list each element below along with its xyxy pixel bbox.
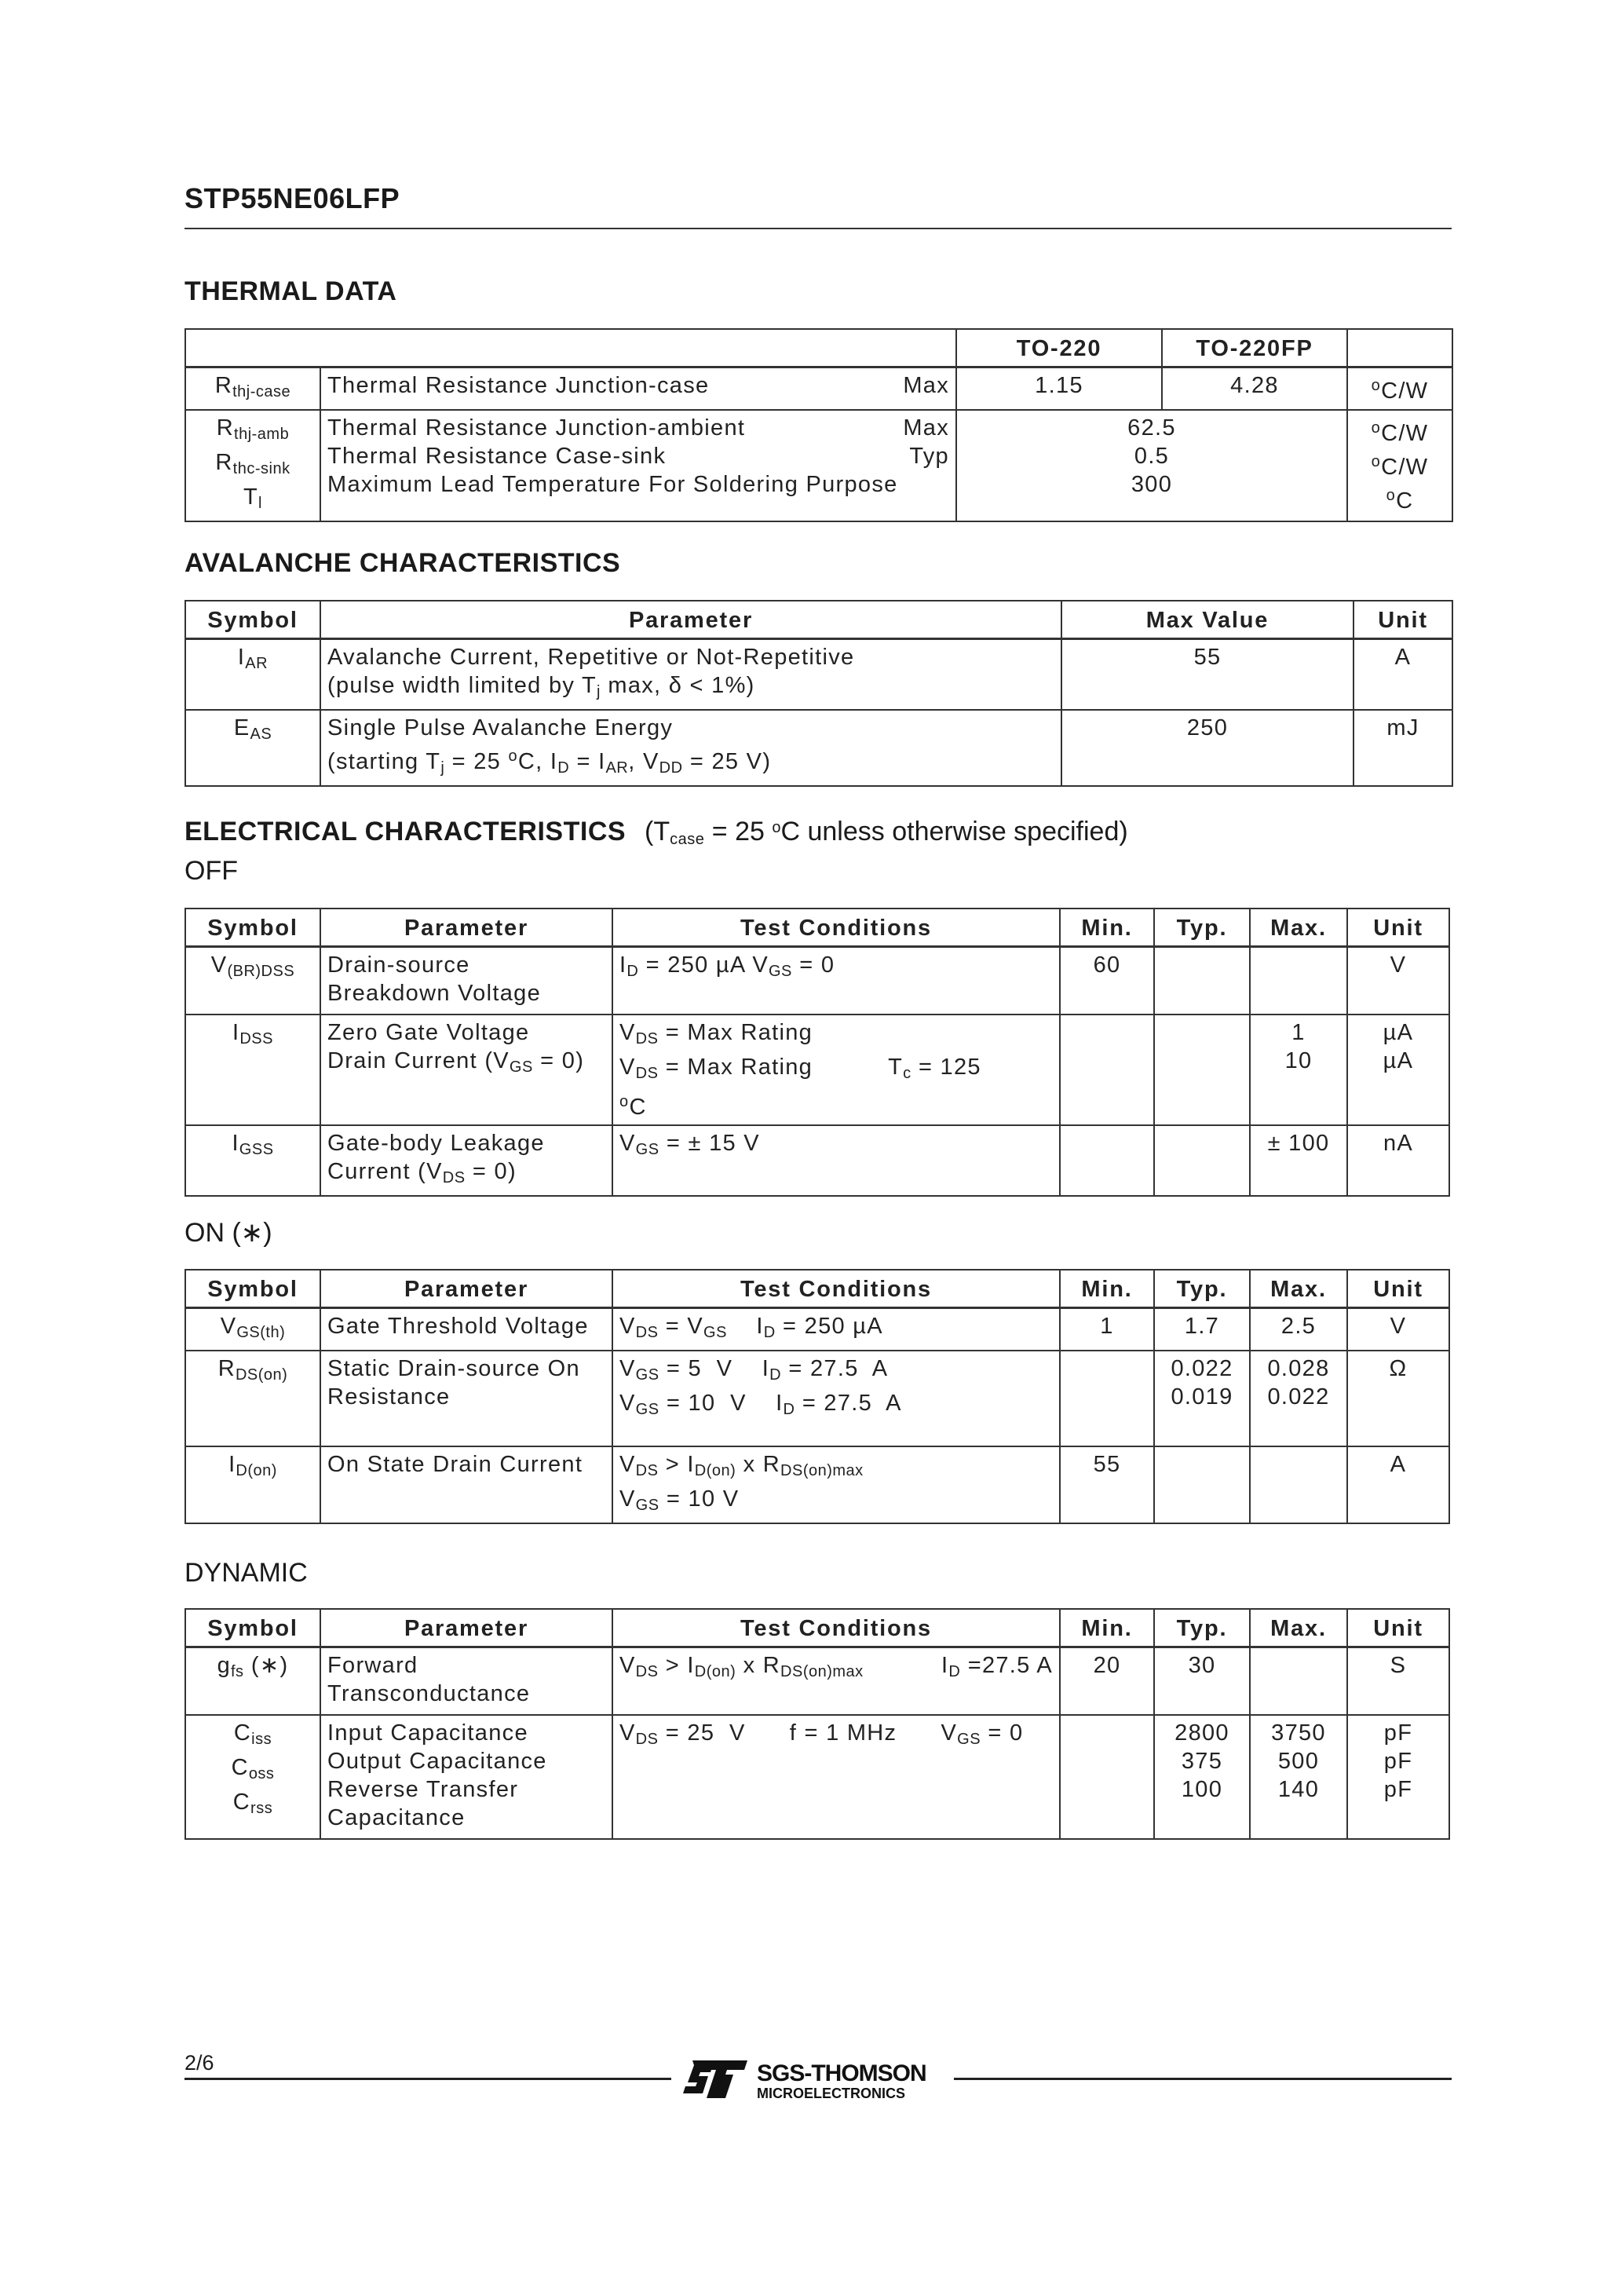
on-row-rdson bbox=[185, 1351, 1449, 1446]
param-iar: Avalanche Current, Repetitive or Not-Repetitive (pulse width limited by $T_j$ max, δ < 1%) bbox=[320, 639, 1061, 711]
dynamic-col-min: Min. bbox=[1060, 1609, 1154, 1647]
test-igss: $V_{GS}$ = ± 15 V bbox=[612, 1125, 1060, 1196]
min-vbrdss: 60 bbox=[1060, 947, 1154, 1015]
unit-capacitance: pF pF pF bbox=[1347, 1715, 1449, 1839]
params-group: Thermal Resistance Junction-ambient Max Thermal Resistance Case-sink Typ Maximum Lead Temperature For Soldering Purpose bbox=[320, 410, 956, 521]
param-igss: Gate-body Leakage Current $(V_{DS} = 0)$ bbox=[320, 1125, 612, 1196]
symbols-group: $R_{thj-amb}$ $R_{thc-sink}$ $T_l$ bbox=[185, 410, 320, 521]
off-col-unit: Unit bbox=[1347, 909, 1449, 947]
param-rdson: Static Drain-source On Resistance bbox=[320, 1351, 612, 1446]
dynamic-col-typ: Typ. bbox=[1154, 1609, 1250, 1647]
avalanche-heading: AVALANCHE CHARACTERISTICS bbox=[184, 548, 621, 578]
symbol-iar: $I_{AR}$ bbox=[185, 639, 320, 711]
param-rthj-case: Thermal Resistance Junction-case Max bbox=[320, 367, 956, 411]
symbol-vbrdss: $V_{(BR)DSS}$ bbox=[185, 947, 320, 1015]
unit-eas: mJ bbox=[1353, 710, 1452, 786]
test-gfs: $V_{DS} > I_{D(on)}$ x $R_{DS(on)max}$ $I_D =27.5$ A bbox=[612, 1647, 1060, 1715]
symbol-rdson: $R_{DS(on)}$ bbox=[185, 1351, 320, 1446]
typ-gfs: 30 bbox=[1154, 1647, 1250, 1715]
part-number-title: STP55NE06LFP bbox=[184, 182, 400, 214]
typ-idss bbox=[1154, 1015, 1250, 1125]
page-number: 2/6 bbox=[184, 2051, 214, 2075]
min-capacitance bbox=[1060, 1715, 1154, 1839]
unit-idon: A bbox=[1347, 1446, 1449, 1523]
max-igss: ± 100 bbox=[1250, 1125, 1347, 1196]
dynamic-heading: DYNAMIC bbox=[184, 1558, 308, 1588]
param-capacitance: Input Capacitance Output Capacitance Reverse Transfer Capacitance bbox=[320, 1715, 612, 1839]
min-rdson bbox=[1060, 1351, 1154, 1446]
on-col-test: Test Conditions bbox=[612, 1270, 1060, 1308]
on-row-vgsth bbox=[185, 1308, 1449, 1351]
test-rdson: $V_{GS} = 5$ V $I_D = 27.5$ A $V_{GS} = 10$ V $I_D = 27.5$ A bbox=[612, 1351, 1060, 1446]
brand-logo bbox=[681, 2059, 948, 2103]
symbol-igss: $I_{GSS}$ bbox=[185, 1125, 320, 1196]
brand-subtitle: MICROELECTRONICS bbox=[757, 2086, 905, 2101]
symbol-capacitance: $C_{iss}$ $C_{oss}$ $C_{rss}$ bbox=[185, 1715, 320, 1839]
typ-rdson: 0.022 0.019 bbox=[1154, 1351, 1250, 1446]
on-heading: ON (∗) bbox=[184, 1218, 272, 1248]
thermal-header-blank bbox=[185, 329, 956, 367]
test-vbrdss: $I_D = 250$ µA $V_{GS} = 0$ bbox=[612, 947, 1060, 1015]
max-capacitance: 3750 500 140 bbox=[1250, 1715, 1347, 1839]
min-idss bbox=[1060, 1015, 1154, 1125]
param-idon: On State Drain Current bbox=[320, 1446, 612, 1523]
test-capacitance: $V_{DS} = 25$ V f = 1 MHz $V_{GS} = 0$ bbox=[612, 1715, 1060, 1839]
off-row-vbrdss bbox=[185, 947, 1449, 1015]
off-heading: OFF bbox=[184, 856, 238, 886]
footer-rule-right bbox=[954, 2078, 1452, 2080]
off-table bbox=[184, 908, 1450, 1197]
dynamic-col-test: Test Conditions bbox=[612, 1609, 1060, 1647]
dynamic-col-unit: Unit bbox=[1347, 1609, 1449, 1647]
unit-iar: A bbox=[1353, 639, 1452, 711]
avalanche-col-parameter: Parameter bbox=[320, 601, 1061, 639]
off-row-idss bbox=[185, 1015, 1449, 1125]
typ-vgsth: 1.7 bbox=[1154, 1308, 1250, 1351]
max-gfs bbox=[1250, 1647, 1347, 1715]
off-col-typ: Typ. bbox=[1154, 909, 1250, 947]
value-iar: 55 bbox=[1061, 639, 1353, 711]
min-igss bbox=[1060, 1125, 1154, 1196]
off-col-symbol: Symbol bbox=[185, 909, 320, 947]
avalanche-header-row bbox=[185, 601, 1452, 639]
unit-idss: µA µA bbox=[1347, 1015, 1449, 1125]
value-eas: 250 bbox=[1061, 710, 1353, 786]
min-gfs: 20 bbox=[1060, 1647, 1154, 1715]
col-to220fp: TO-220FP bbox=[1162, 329, 1347, 367]
param-vgsth: Gate Threshold Voltage bbox=[320, 1308, 612, 1351]
thermal-header-row bbox=[185, 329, 1452, 367]
symbol-idss: $I_{DSS}$ bbox=[185, 1015, 320, 1125]
unit-vgsth: V bbox=[1347, 1308, 1449, 1351]
param-eas: Single Pulse Avalanche Energy (starting $T_j = 25$ $^o$C, $I_D = I_{AR}$, $V_{DD} = 25$ V) bbox=[320, 710, 1061, 786]
dynamic-header-row bbox=[185, 1609, 1449, 1647]
test-idon: $V_{DS} > I_{D(on)}$ x $R_{DS(on)max}$ $V_{GS} = 10$ V bbox=[612, 1446, 1060, 1523]
typ-capacitance: 2800 375 100 bbox=[1154, 1715, 1250, 1839]
header-divider bbox=[184, 228, 1452, 229]
col-to220: TO-220 bbox=[956, 329, 1162, 367]
param-gfs: Forward Transconductance bbox=[320, 1647, 612, 1715]
typ-vbrdss bbox=[1154, 947, 1250, 1015]
dynamic-col-symbol: Symbol bbox=[185, 1609, 320, 1647]
off-col-min: Min. bbox=[1060, 909, 1154, 947]
max-idon bbox=[1250, 1446, 1347, 1523]
max-idss: 1 10 bbox=[1250, 1015, 1347, 1125]
dynamic-row-capacitance bbox=[185, 1715, 1449, 1839]
avalanche-row-iar bbox=[185, 639, 1452, 711]
on-col-parameter: Parameter bbox=[320, 1270, 612, 1308]
thermal-data-table bbox=[184, 328, 1453, 522]
dynamic-row-gfs bbox=[185, 1647, 1449, 1715]
footer-rule-left bbox=[184, 2078, 671, 2080]
max-rdson: 0.028 0.022 bbox=[1250, 1351, 1347, 1446]
symbol-idon: $I_{D(on)}$ bbox=[185, 1446, 320, 1523]
avalanche-col-max-value: Max Value bbox=[1061, 601, 1353, 639]
off-header-row bbox=[185, 909, 1449, 947]
thermal-data-heading: THERMAL DATA bbox=[184, 276, 397, 306]
dynamic-col-max: Max. bbox=[1250, 1609, 1347, 1647]
electrical-heading: ELECTRICAL CHARACTERISTICS ($T_{case} = 25$ $^o$C unless otherwise specified) bbox=[184, 817, 1128, 848]
on-col-max: Max. bbox=[1250, 1270, 1347, 1308]
on-col-unit: Unit bbox=[1347, 1270, 1449, 1308]
avalanche-col-symbol: Symbol bbox=[185, 601, 320, 639]
avalanche-col-unit: Unit bbox=[1353, 601, 1452, 639]
st-logo-icon bbox=[681, 2059, 749, 2100]
on-col-symbol: Symbol bbox=[185, 1270, 320, 1308]
avalanche-table bbox=[184, 600, 1453, 787]
value-to220-rthj-case: 1.15 bbox=[956, 367, 1162, 411]
test-vgsth: $V_{DS} = V_{GS}$ $I_D = 250$ µA bbox=[612, 1308, 1060, 1351]
unit-igss: nA bbox=[1347, 1125, 1449, 1196]
dynamic-table bbox=[184, 1608, 1450, 1840]
param-vbrdss: Drain-source Breakdown Voltage bbox=[320, 947, 612, 1015]
min-idon: 55 bbox=[1060, 1446, 1154, 1523]
off-row-igss bbox=[185, 1125, 1449, 1196]
on-col-typ: Typ. bbox=[1154, 1270, 1250, 1308]
max-vgsth: 2.5 bbox=[1250, 1308, 1347, 1351]
off-col-max: Max. bbox=[1250, 909, 1347, 947]
param-idss: Zero Gate Voltage Drain Current $(V_{GS} = 0)$ bbox=[320, 1015, 612, 1125]
on-header-row bbox=[185, 1270, 1449, 1308]
value-to220fp-rthj-case: 4.28 bbox=[1162, 367, 1347, 411]
unit-vbrdss: V bbox=[1347, 947, 1449, 1015]
col-unit-blank bbox=[1347, 329, 1452, 367]
max-vbrdss bbox=[1250, 947, 1347, 1015]
on-row-idon bbox=[185, 1446, 1449, 1523]
electrical-condition: ($T_{case} = 25$ $^o$C unless otherwise specified) bbox=[645, 817, 1128, 848]
on-col-min: Min. bbox=[1060, 1270, 1154, 1308]
units-group: $^o$C/W $^o$C/W $^o$C bbox=[1347, 410, 1452, 521]
unit-rdson: Ω bbox=[1347, 1351, 1449, 1446]
dynamic-col-parameter: Parameter bbox=[320, 1609, 612, 1647]
on-table bbox=[184, 1269, 1450, 1524]
unit-gfs: S bbox=[1347, 1647, 1449, 1715]
unit-rthj-case: $^o$C/W bbox=[1347, 367, 1452, 411]
off-col-test: Test Conditions bbox=[612, 909, 1060, 947]
typ-igss bbox=[1154, 1125, 1250, 1196]
symbol-gfs: $g_{fs}$ (∗) bbox=[185, 1647, 320, 1715]
typ-idon bbox=[1154, 1446, 1250, 1523]
thermal-row-group bbox=[185, 410, 1452, 521]
test-idss: $V_{DS}$ = Max Rating $V_{DS}$ = Max Rating $T_c = 125$ $^o$C bbox=[612, 1015, 1060, 1125]
symbol-vgsth: $V_{GS(th)}$ bbox=[185, 1308, 320, 1351]
symbol-rthj-case: $R_{thj-case}$ bbox=[185, 367, 320, 411]
symbol-eas: $E_{AS}$ bbox=[185, 710, 320, 786]
brand-name: SGS-THOMSON bbox=[757, 2060, 926, 2086]
off-col-parameter: Parameter bbox=[320, 909, 612, 947]
min-vgsth: 1 bbox=[1060, 1308, 1154, 1351]
values-group: 62.5 0.5 300 bbox=[956, 410, 1347, 521]
thermal-row-rthj-case bbox=[185, 367, 1452, 411]
avalanche-row-eas bbox=[185, 710, 1452, 786]
